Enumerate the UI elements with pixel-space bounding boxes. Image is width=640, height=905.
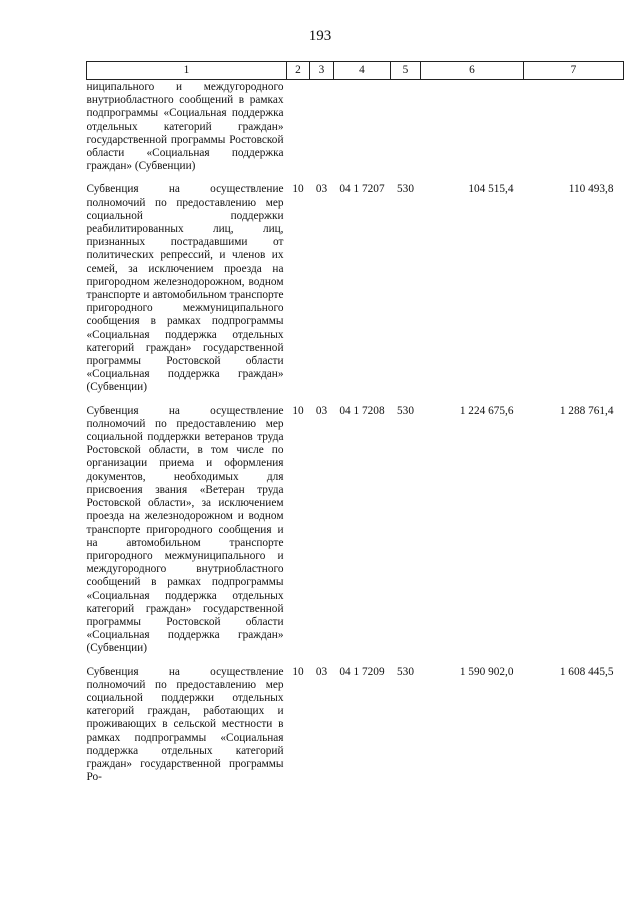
row-amount-2: 110 493,8: [568, 183, 614, 196]
row-description: Субвенция на осуществление полномочий по предоставлению мер социальной поддержки отдельных категорий граждан, работающих и проживающих в сельской местности в рамках подпрограммы «Социальная поддержка отдельных категорий граждан» государственной программы Ро-: [86, 665, 284, 784]
row-expense-type: 530: [397, 183, 414, 196]
column-header-6: 6: [421, 62, 524, 80]
row-subsection: 03: [315, 404, 328, 417]
row-description: ниципального и междугородного внутриобластного сообщений в рамках подпрограммы «Социальная поддержка отдельных категорий граждан» государственной программы Ростовской области «Социальная поддержка граждан» (Субвенции): [86, 81, 284, 173]
row-target-article: 04 1 7207: [339, 183, 385, 196]
row-target-article: 04 1 7208: [339, 404, 385, 417]
column-header-1: 1: [87, 62, 287, 80]
row-amount-1: 104 515,4: [468, 183, 514, 196]
row-subsection: [310, 80, 334, 184]
row-amount-1: [421, 80, 524, 184]
page-number: 193: [308, 28, 332, 44]
row-target-article: [334, 80, 391, 184]
row-amount-2: 1 608 445,5: [559, 665, 614, 678]
row-section: 10: [292, 665, 304, 678]
row-expense-type: 530: [397, 404, 414, 417]
row-amount-2: [524, 80, 624, 184]
column-header-5: 5: [391, 62, 421, 80]
row-section: 10: [292, 183, 304, 196]
row-amount-1: 1 590 902,0: [459, 665, 514, 678]
row-description: Субвенция на осуществление полномочий по предоставлению мер социальной поддержки ветеранов труда Ростовской области, в том числе по организации приема и оформления документов, необходимых для присвоения звания «Ветеран труда Ростовской области», за исключением проезда на железнодорожном и водном транспорте пригородного сообщения и на автомобильном транспорте пригородного межмуниципального и междугородного внутриобластного сообщений в рамках подпрограммы «Социальная поддержка отдельных категорий граждан» государственной программы Ростовской области «Социальная поддержка граждан» (Субвенции): [86, 404, 284, 655]
row-section: 10: [292, 404, 304, 417]
row-amount-2: 1 288 761,4: [559, 404, 614, 417]
table-row: [87, 666, 624, 795]
row-subsection: 03: [315, 183, 328, 196]
table-header-row: [87, 62, 624, 80]
table-row: [87, 405, 624, 666]
row-target-article: 04 1 7209: [339, 665, 385, 678]
row-description: Субвенция на осуществление полномочий по предоставлению мер социальной поддержки реабилитированных лиц, лиц, признанных пострадавшими от политических репрессий, и членов их семей, за исключением проезда на пригородном железнодорожном, водном транспорте и автомобильном транспорте пригородного межмуниципального сообщения в рамках подпрограммы «Социальная поддержка отдельных категорий граждан» государственной программы Ростовской области «Социальная поддержка граждан» (Субвенции): [86, 183, 284, 394]
row-section: [287, 80, 310, 184]
column-header-4: 4: [334, 62, 391, 80]
row-subsection: 03: [315, 665, 328, 678]
row-amount-1: 1 224 675,6: [459, 404, 514, 417]
budget-table: [86, 61, 624, 794]
row-expense-type: 530: [397, 665, 414, 678]
column-header-3: 3: [310, 62, 334, 80]
table-row: [87, 183, 624, 404]
row-expense-type: [391, 80, 421, 184]
column-header-2: 2: [287, 62, 310, 80]
table-row: [87, 80, 624, 184]
column-header-7: 7: [524, 62, 624, 80]
